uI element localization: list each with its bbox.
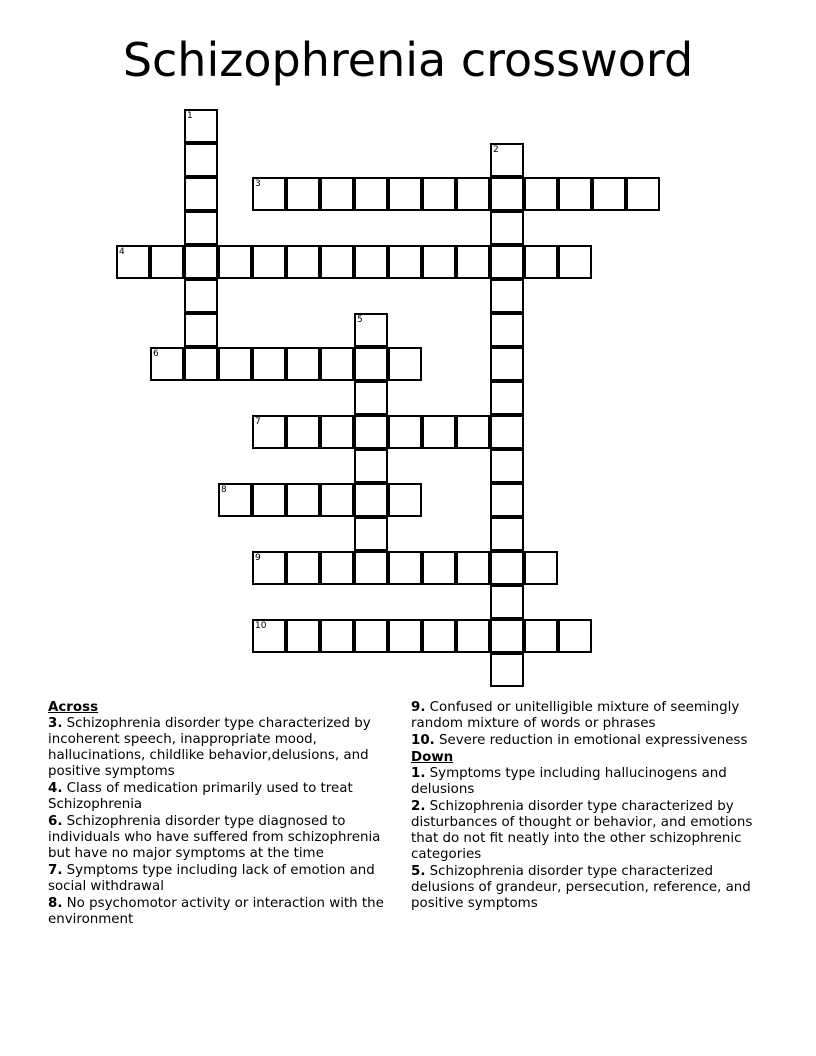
crossword-cell[interactable]: [184, 347, 218, 381]
clue-number-label: 8: [221, 485, 227, 495]
crossword-cell[interactable]: [150, 245, 184, 279]
crossword-cell[interactable]: [252, 177, 286, 211]
clue-number: 3.: [48, 716, 63, 731]
crossword-cell[interactable]: [490, 211, 524, 245]
clue-number-label: 2: [493, 145, 499, 155]
clue-number: 8.: [48, 896, 63, 911]
clue-across-10: [411, 733, 763, 749]
clue-across-6: [48, 814, 398, 862]
crossword-cell[interactable]: [354, 449, 388, 483]
crossword-cell[interactable]: [422, 177, 456, 211]
crossword-cell[interactable]: [354, 347, 388, 381]
clue-across-7: [48, 863, 398, 895]
crossword-cell[interactable]: [184, 109, 218, 143]
clue-number-label: 4: [119, 247, 125, 257]
page-title: Schizophrenia crossword: [122, 33, 694, 87]
crossword-cell[interactable]: [286, 177, 320, 211]
crossword-cell[interactable]: [150, 347, 184, 381]
clue-text: No psychomotor activity or interaction with the environment: [48, 896, 384, 927]
crossword-cell[interactable]: [252, 619, 286, 653]
crossword-cell[interactable]: [354, 619, 388, 653]
crossword-cell[interactable]: [354, 551, 388, 585]
crossword-cell[interactable]: [286, 415, 320, 449]
crossword-cell[interactable]: [490, 143, 524, 177]
crossword-cell[interactable]: [184, 143, 218, 177]
crossword-cell[interactable]: [388, 483, 422, 517]
crossword-cell[interactable]: [490, 551, 524, 585]
crossword-cell[interactable]: [218, 245, 252, 279]
crossword-cell[interactable]: [456, 415, 490, 449]
crossword-cell[interactable]: [184, 313, 218, 347]
clue-number: 10.: [411, 733, 435, 748]
crossword-cell[interactable]: [184, 245, 218, 279]
crossword-cell[interactable]: [354, 177, 388, 211]
clue-across-8: [48, 896, 398, 928]
crossword-cell[interactable]: [286, 347, 320, 381]
clue-number: 2.: [411, 799, 426, 814]
across-heading: Across: [48, 700, 99, 715]
clue-number-label: 5: [357, 315, 363, 325]
crossword-cell[interactable]: [490, 177, 524, 211]
crossword-cell[interactable]: [252, 483, 286, 517]
crossword-cell[interactable]: [218, 483, 252, 517]
crossword-cell[interactable]: [524, 619, 558, 653]
crossword-cell[interactable]: [320, 347, 354, 381]
clue-number-label: 9: [255, 553, 261, 563]
clue-text: Symptoms type including hallucinogens and delusions: [411, 766, 727, 797]
clue-text: Class of medication primarily used to treat Schizophrenia: [48, 781, 353, 812]
crossword-cell[interactable]: [388, 619, 422, 653]
crossword-cell[interactable]: [490, 449, 524, 483]
crossword-cell[interactable]: [388, 245, 422, 279]
crossword-cell[interactable]: [524, 551, 558, 585]
crossword-cell[interactable]: [422, 415, 456, 449]
crossword-cell[interactable]: [524, 177, 558, 211]
clues-column-right: [411, 700, 763, 913]
crossword-cell[interactable]: [456, 177, 490, 211]
clue-number: 7.: [48, 863, 63, 878]
clue-text: Symptoms type including lack of emotion and social withdrawal: [48, 863, 375, 894]
clue-across-3: [48, 716, 398, 780]
crossword-cell[interactable]: [252, 415, 286, 449]
crossword-cell[interactable]: [354, 517, 388, 551]
clue-number-label: 7: [255, 417, 261, 427]
clue-text: Schizophrenia disorder type characterized delusions of grandeur, persecution, reference, and positive symptoms: [411, 864, 751, 911]
crossword-cell[interactable]: [524, 245, 558, 279]
clue-across-4: [48, 781, 398, 813]
crossword-cell[interactable]: [490, 279, 524, 313]
crossword-cell[interactable]: [388, 347, 422, 381]
clue-number-label: 10: [255, 621, 267, 631]
crossword-cell[interactable]: [558, 177, 592, 211]
crossword-cell[interactable]: [490, 653, 524, 687]
clues-column-left: [48, 700, 398, 929]
crossword-cell[interactable]: [388, 415, 422, 449]
crossword-cell[interactable]: [218, 347, 252, 381]
clue-across-9: [411, 700, 763, 732]
crossword-cell[interactable]: [286, 245, 320, 279]
crossword-cell[interactable]: [388, 177, 422, 211]
clue-number: 6.: [48, 814, 63, 829]
clue-number-label: 6: [153, 349, 159, 359]
crossword-cell[interactable]: [320, 177, 354, 211]
crossword-cell[interactable]: [456, 551, 490, 585]
clue-number: 4.: [48, 781, 63, 796]
crossword-cell[interactable]: [252, 347, 286, 381]
crossword-cell[interactable]: [354, 483, 388, 517]
crossword-cell[interactable]: [490, 585, 524, 619]
crossword-cell[interactable]: [320, 619, 354, 653]
crossword-cell[interactable]: [422, 619, 456, 653]
crossword-cell[interactable]: [354, 245, 388, 279]
clue-number-label: 1: [187, 111, 193, 121]
crossword-cell[interactable]: [388, 551, 422, 585]
clue-down-2: [411, 799, 763, 863]
crossword-cell[interactable]: [558, 245, 592, 279]
clue-number: 1.: [411, 766, 426, 781]
crossword-cell[interactable]: [184, 279, 218, 313]
crossword-cell[interactable]: [490, 483, 524, 517]
crossword-cell[interactable]: [490, 619, 524, 653]
crossword-cell[interactable]: [286, 551, 320, 585]
crossword-cell[interactable]: [320, 483, 354, 517]
crossword-cell[interactable]: [490, 313, 524, 347]
crossword-cell[interactable]: [184, 177, 218, 211]
crossword-cell[interactable]: [320, 415, 354, 449]
clue-down-1: [411, 766, 763, 798]
crossword-cell[interactable]: [252, 551, 286, 585]
crossword-cell[interactable]: [286, 483, 320, 517]
crossword-cell[interactable]: [422, 245, 456, 279]
crossword-cell[interactable]: [490, 415, 524, 449]
down-heading: Down: [411, 750, 454, 765]
crossword-cell[interactable]: [320, 551, 354, 585]
crossword-cell[interactable]: [286, 619, 320, 653]
crossword-cell[interactable]: [558, 619, 592, 653]
clue-text: Schizophrenia disorder type characterized by disturbances of thought or behavior, and emotions that do not fit neatly into the other schizophrenic categories: [411, 799, 753, 862]
clue-text: Schizophrenia disorder type diagnosed to individuals who have suffered from schizophrenia but have no major symptoms at the time: [48, 814, 381, 861]
crossword-cell[interactable]: [626, 177, 660, 211]
crossword-cell[interactable]: [490, 245, 524, 279]
clue-text: Severe reduction in emotional expressiveness: [434, 733, 748, 748]
clue-text: Confused or unitelligible mixture of seemingly random mixture of words or phrases: [411, 700, 740, 731]
crossword-cell[interactable]: [490, 381, 524, 415]
crossword-cell[interactable]: [422, 551, 456, 585]
crossword-cell[interactable]: [320, 245, 354, 279]
crossword-cell[interactable]: [490, 517, 524, 551]
crossword-cell[interactable]: [456, 619, 490, 653]
clue-number-label: 3: [255, 179, 261, 189]
crossword-cell[interactable]: [490, 347, 524, 381]
crossword-cell[interactable]: [354, 381, 388, 415]
clue-number: 9.: [411, 700, 426, 715]
clue-down-5: [411, 864, 763, 912]
crossword-cell[interactable]: [252, 245, 286, 279]
crossword-cell[interactable]: [116, 245, 150, 279]
crossword-cell[interactable]: [354, 313, 388, 347]
clue-text: Schizophrenia disorder type characterized by incoherent speech, inappropriate mood, hallucinations, childlike behavior,delusions, and positive symptoms: [48, 716, 371, 779]
clue-number: 5.: [411, 864, 426, 879]
crossword-cell[interactable]: [456, 245, 490, 279]
crossword-cell[interactable]: [354, 415, 388, 449]
crossword-cell[interactable]: [592, 177, 626, 211]
crossword-cell[interactable]: [184, 211, 218, 245]
